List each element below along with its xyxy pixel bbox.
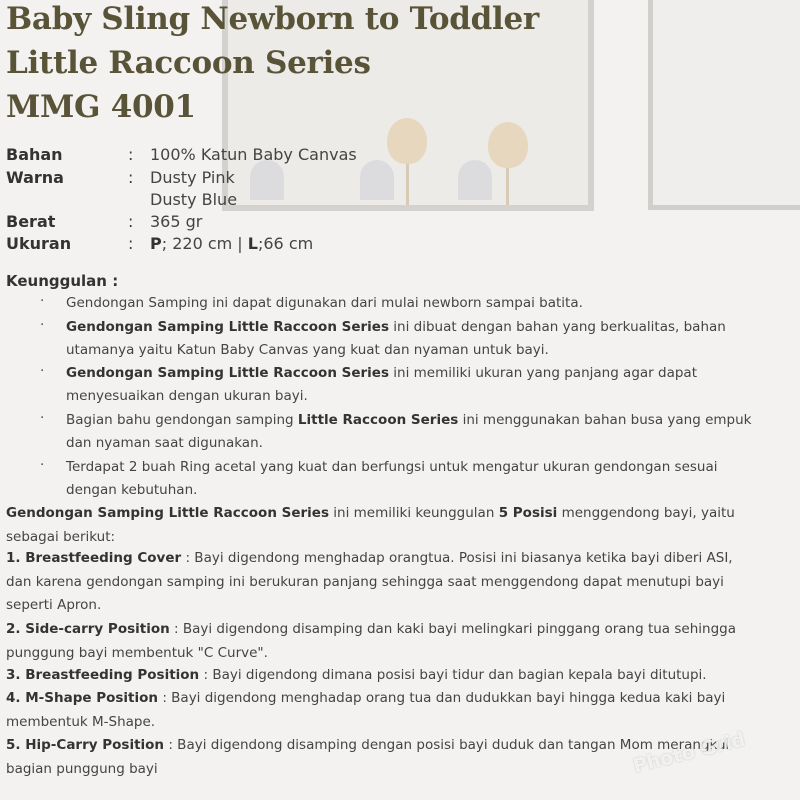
spec-colon: : (128, 212, 134, 231)
position-title: 5. Hip-Carry Position (6, 737, 165, 753)
advantage-bold: Gendongan Samping Little Raccoon Series (66, 365, 389, 381)
photo-grid-watermark: Photo Grid (631, 728, 748, 778)
position-line: seperti Apron. (6, 597, 102, 613)
advantage-text-part: ini menggunakan bahan busa yang empuk (458, 412, 752, 428)
advantage-text: utamanya yaitu Katun Baby Canvas yang kuat dan nyaman untuk bayi. (66, 341, 549, 358)
advantage-text (66, 316, 796, 339)
position-title: 3. Breastfeeding Position (6, 667, 200, 683)
advantage-text: Gendongan Samping ini dapat digunakan dari mulai newborn sampai batita. (66, 295, 583, 311)
position-desc: : Bayi digendong disamping dan kaki bayi melingkari pinggang orang tua sehingga (169, 621, 736, 637)
spec-label: Warna (6, 168, 64, 187)
spec-colon: : (128, 145, 134, 164)
length-value: ; 220 cm | (161, 234, 248, 253)
advantage-text: dan nyaman saat digunakan. (66, 434, 263, 451)
length-label: P (150, 234, 162, 253)
background-house-shape (458, 160, 492, 200)
position-line (6, 618, 796, 642)
position-item-4 (6, 687, 796, 734)
position-title: 2. Side-carry Position (6, 621, 170, 637)
spec-label: Ukuran (6, 234, 72, 253)
advantage-text: dengan kebutuhan. (66, 481, 198, 498)
position-item-3 (6, 664, 796, 688)
positions-intro (6, 502, 796, 549)
spec-value: 365 gr (150, 212, 203, 231)
advantage-text-part: Bagian bahu gendongan samping (66, 412, 298, 428)
intro-text: ini memiliki keunggulan (329, 505, 499, 521)
position-line (6, 687, 796, 711)
advantage-text: Terdapat 2 buah Ring acetal yang kuat dan berfungsi untuk mengatur ukuran gendongan sesuai (66, 459, 718, 475)
position-title: 1. Breastfeeding Cover (6, 550, 182, 566)
width-value: ;66 cm (257, 234, 314, 253)
spec-value: 100% Katun Baby Canvas (150, 145, 357, 164)
advantages-heading: Keunggulan : (6, 272, 119, 290)
product-code: MMG 4001 (6, 89, 196, 125)
advantage-text (66, 362, 796, 385)
background-tulip (488, 122, 528, 168)
position-line: dan karena gendongan samping ini berukuran panjang sehingga saat menggendong dapat menutupi bayi (6, 573, 724, 590)
advantage-bold: Little Raccoon Series (297, 412, 459, 428)
position-desc: : Bayi digendong disamping dengan posisi bayi duduk dan tangan Mom merangkul (164, 737, 730, 753)
position-desc: : Bayi digendong menghadap orang tua dan dudukkan bayi hingga kedua kaki bayi (158, 690, 726, 706)
advantage-text-part: ini memiliki ukuran yang panjang agar dapat (389, 365, 697, 381)
position-line: membentuk M-Shape. (6, 713, 156, 730)
bullet-point: · (40, 293, 45, 309)
spec-value: Dusty Pink (150, 168, 235, 187)
position-desc: : Bayi digendong dimana posisi bayi tidur dan bagian kepala bayi ditutupi. (199, 667, 707, 683)
advantage-bold: Gendongan Samping Little Raccoon Series (66, 319, 389, 335)
background-house-shape (250, 160, 284, 200)
spec-value (150, 233, 313, 255)
intro-line: sebagai berikut: (6, 528, 116, 545)
product-title-line-1: Baby Sling Newborn to Toddler (6, 1, 539, 37)
spec-colon: : (128, 234, 134, 253)
advantage-text-part: ini dibuat dengan bahan yang berkualitas, bahan (389, 319, 726, 335)
background-house-shape (360, 160, 394, 200)
spec-label: Bahan (6, 145, 63, 164)
spec-label: Berat (6, 212, 56, 231)
position-line: punggung bayi membentuk "C Curve". (6, 644, 268, 661)
background-tulip (387, 118, 427, 164)
intro-text: menggendong bayi, yaitu (557, 505, 735, 521)
position-item-2 (6, 618, 796, 665)
position-title: 4. M-Shape Position (6, 690, 159, 706)
position-item-1 (6, 547, 796, 618)
bullet-point: · (40, 457, 45, 473)
bullet-point: · (40, 410, 45, 426)
intro-line (6, 502, 796, 526)
advantage-text: menyesuaikan dengan ukuran bayi. (66, 387, 308, 404)
position-desc: : Bayi digendong menghadap orangtua. Posisi ini biasanya ketika bayi diberi ASI, (181, 550, 733, 566)
intro-bold: Gendongan Samping Little Raccoon Series (6, 505, 329, 521)
background-picture-frame-right (648, 0, 800, 210)
positions-count: 5 Posisi (498, 505, 558, 521)
position-line (6, 664, 796, 688)
spec-value: Dusty Blue (150, 190, 238, 209)
position-line: bagian punggung bayi (6, 760, 158, 777)
position-line (6, 547, 796, 571)
width-label: L (247, 234, 258, 253)
bullet-point: · (40, 317, 45, 333)
bullet-point: · (40, 363, 45, 379)
product-title-line-2: Little Raccoon Series (6, 45, 371, 81)
advantage-text (66, 409, 796, 432)
spec-colon: : (128, 168, 134, 187)
